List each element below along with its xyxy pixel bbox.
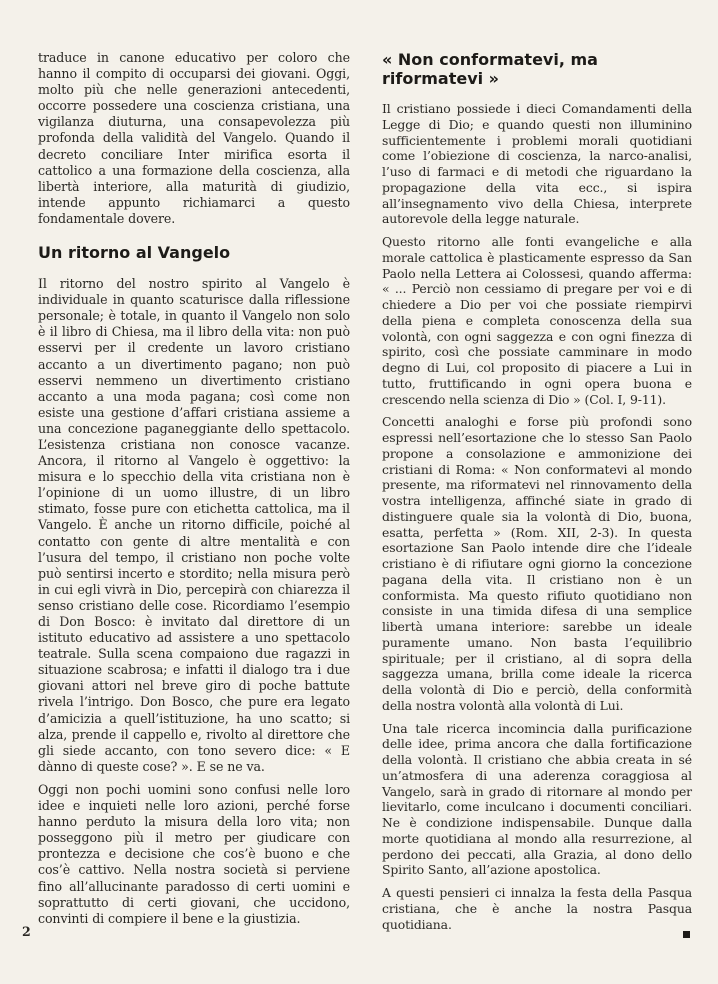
end-of-article-mark	[683, 931, 690, 938]
section-heading-conformatevi: « Non conformatevi, ma riformatevi »	[382, 50, 598, 88]
section-heading-ritorno: Un ritorno al Vangelo	[38, 243, 231, 263]
paragraph-comandamenti: Il cristiano possiede i dieci Comandamenti della Legge di Dio; e quando questi non illuminino sufficientemente i problemi morali quotidiani come l’obiezione di coscienza, la narco-analisi, l’uso di farmaci e di metodi che riguardano la propagazione della vita ecc., si ispira all’insegnamento vivo della Chiesa, interprete autorevole della legge naturale.	[382, 101, 692, 227]
paragraph-ritorno-vangelo: Il ritorno del nostro spirito al Vangelo è individuale in quanto scaturisce dalla riflessione personale; è totale, in quanto il Vangelo non solo è il libro di Chiesa, ma il libro della vita: non può esservi per il credente un lavoro cristiano accanto a un divertimento pagano; non può esservi nemmeno un divertimento cristiano accanto a una moda pagana; così come non esiste una gestione d’affari cristiana assieme a una concezione paganeggiante dello spettacolo. L’esistenza cristiana non conosce vacanze. Ancora, il ritorno al Vangelo è oggettivo: la misura e lo specchio della vita cristiana non è l’opinione di un uomo illustre, di un libro stimato, fosse pure con etichetta cattolica, ma il Vangelo. È anche un ritorno difficile, poiché al contatto con gente di altre mentalità e con l’usura del tempo, il cristiano non poche volte può sentirsi incerto e stordito; nella misura però in cui egli vivrà in Dio, percepirà con chiarezza il senso cristiano delle cose. Ricordiamo l’esempio di Don Bosco: è invitato dal direttore di un istituto educativo ad assistere a uno spettacolo teatrale. Sulla scena compaiono due ragazzi in situazione scabrosa; e infatti il dialogo tra i due giovani attori nel breve giro di poche battute rivela l’intrigo. Don Bosco, che pure era legato d’amicizia a quell’istituzione, ha uno scatto; si alza, prende il cappello e, rivolto al direttore che gli siede accanto, con tono severo dice: « E dànno di queste cose? ». E se ne va.	[38, 276, 350, 774]
paragraph-purificazione: Una tale ricerca incomincia dalla purificazione delle idee, prima ancora che dalla fortificazione della volontà. Il cristiano che abbia creata in sé un’atmosfera di una aderenza coraggiosa al Vangelo, sarà in grado di ritornare al mondo per lievitarlo, come inculcano i documenti conciliari. Ne è condizione indispensabile. Dunque dalla morte quotidiana al mondo alla resurrezione, al perdono dei peccati, alla Grazia, al dono dello Spirito Santo, all’azione apostolica.	[382, 720, 692, 878]
left-column	[38, 50, 350, 934]
lead-paragraph: traduce in canone educativo per coloro che hanno il compito di occuparsi dei giovani. Oggi, molto più che nelle generazioni antecedenti, occorre possedere una coscienza cristiana, una vigilanza diuturna, una consapevolezza più profonda della validità del Vangelo. Quando il decreto conciliare Inter mirifica esorta il cattolico a una formazione della coscienza, alla libertà interiore, alla maturità di giudizio, intende appunto richiamarci a questo fondamentale dovere.	[38, 50, 350, 226]
paragraph-pasqua: A questi pensieri ci innalza la festa della Pasqua cristiana, che è anche la nostra Pasqua quotidiana.	[382, 885, 692, 932]
paragraph-colossesi: Questo ritorno alle fonti evangeliche e alla morale cattolica è plasticamente espresso da San Paolo nella Lettera ai Colossesi, quando afferma: « ... Perciò non cessiamo di pregare per voi e di chiedere a Dio per voi che possiate riempirvi della piena e completa conoscenza della sua volontà, con ogni saggezza e con ogni finezza di spirito, così che possiate camminare in modo degno di Lui, col proposito di piacere a Lui in tutto, fruttificando in ogni opera buona e crescendo nella scienza di Dio » (Col. I, 9-11).	[382, 234, 692, 407]
paragraph-uomini-confusi: Oggi non pochi uomini sono confusi nelle loro idee e inquieti nelle loro azioni, perché forse hanno perduto la misura della loro vita; non posseggono più il metro per giudicare con prontezza e decisione che cos’è buono e che cos’è cattivo. Nella nostra società si perviene fino all’allucinante paradosso di certi uomini e soprattutto di certi giovani, che uccidono, convinti di compiere il bene e la giustizia.	[38, 781, 350, 926]
page-number: 2	[22, 924, 31, 939]
paragraph-romani: Concetti analoghi e forse più profondi sono espressi nell’esortazione che lo stesso San Paolo propone a consolazione e ammonizione dei cristiani di Roma: « Non conformatevi al mondo presente, ma riformatevi nel rinnovamento della vostra intelligenza, affinché siate in grado di distinguere quale sia la volontà di Dio, buona, esatta, perfetta » (Rom. XII, 2-3). In questa esortazione San Paolo intende dire che l’ideale cristiano è di rifiutare ogni giorno la concezione pagana della vita. Il cristiano non è un conformista. Ma questo rifiuto quotidiano non consiste in una timida difesa di una semplice libertà umana interiore: sarebbe un ideale puramente umano. Non basta l’equilibrio spirituale; per il cristiano, al di sopra della saggezza umana, brilla come ideale la ricerca della volontà di Dio e perciò, della conformità della nostra volontà alla volontà di Lui.	[382, 414, 692, 713]
right-column	[382, 50, 692, 939]
